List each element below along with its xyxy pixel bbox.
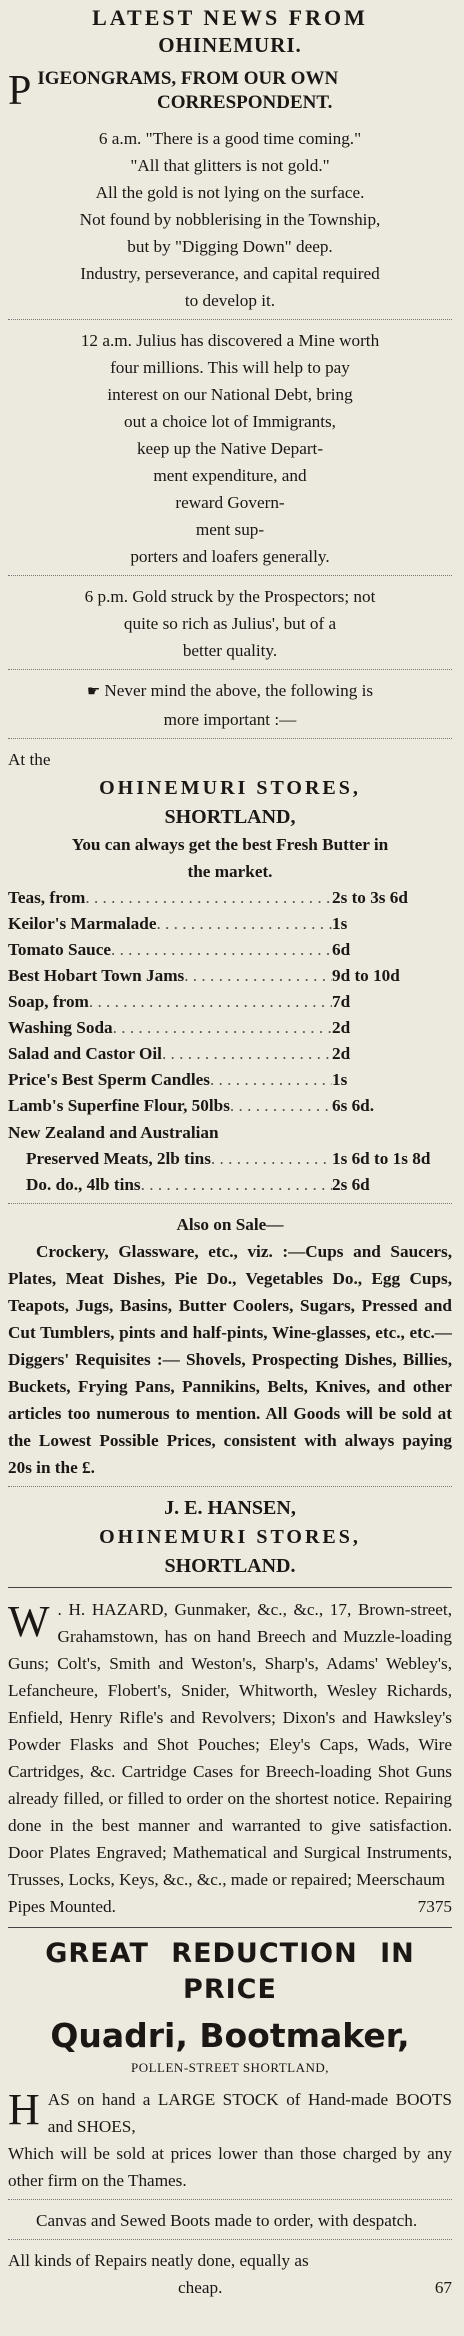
signoff-location: SHORTLAND. xyxy=(164,1555,296,1577)
price-row: Soap, from . . . 7d xyxy=(8,989,452,1015)
quadri-initial: H xyxy=(8,2085,40,2134)
bulletin-line: ment sup- xyxy=(195,520,265,539)
price-row: Salad and Castor Oil . . . 2d xyxy=(8,1041,452,1067)
quadri-address: POLLEN-STREET SHORTLAND, xyxy=(130,2060,330,2075)
bulletin-line: interest on our National Debt, bring xyxy=(107,385,353,404)
never-mind-line: ☛ Never mind the above, the following is xyxy=(8,677,452,706)
bulletin-line: out a choice lot of Immigrants, xyxy=(124,412,336,431)
pigeongrams-title-rest: IGEONGRAMS, FROM OUR OWN xyxy=(37,68,339,89)
hazard-advert xyxy=(8,1596,452,1920)
price-row: Tomato Sauce . . . 6d xyxy=(8,937,452,963)
price-row: Teas, from . . . 2s to 3s 6d xyxy=(8,885,452,911)
column-rule xyxy=(8,1587,452,1588)
hazard-initial: W xyxy=(8,1597,50,1646)
bulletin-line: porters and loafers generally. xyxy=(130,547,330,566)
at-the: At the xyxy=(8,750,51,769)
divider xyxy=(8,319,452,320)
sale-text: Crockery, Glassware, etc., viz. :—Cups and Saucers, Plates, Meat Dishes, Pie Do., Vegetables Do., Egg Cups, Teapots, Jugs, Basins, Butter Coolers, Sugars, Pressed and Cut Tumblers, pints and half-pints, Wine-glasses, etc., etc.—Diggers' Requisites :— Shovels, Prospecting Dishes, Billies, Buckets, Frying Pans, Pannikins, Belts, Knives, and other articles too numerous to mention. All Goods will be sold at the Lowest Possible Prices, consistent with always paying 20s in the £. xyxy=(8,1242,452,1477)
bulletin-line: reward Govern- xyxy=(175,493,285,512)
divider xyxy=(8,1486,452,1487)
divider xyxy=(8,575,452,576)
bulletin-line: 6 a.m. "There is a good time coming." xyxy=(98,129,362,148)
price-row: Lamb's Superfine Flour, 50lbs . . . 6s 6d. xyxy=(8,1093,452,1119)
signoff-name: J. E. HANSEN, xyxy=(164,1497,296,1519)
headline-ohinemuri: OHINEMURI. xyxy=(158,33,302,57)
bulletin-line: All the gold is not lying on the surface. xyxy=(95,183,365,202)
divider xyxy=(8,1203,452,1204)
column-rule xyxy=(8,1927,452,1928)
bulletin-12am xyxy=(8,327,452,570)
store-name: OHINEMURI STORES, xyxy=(99,777,361,799)
bulletin-line: 12 a.m. Julius has discovered a Mine worth xyxy=(80,331,380,350)
price-row: Price's Best Sperm Candles . . . 1s xyxy=(8,1067,452,1093)
bulletin-line: to develop it. xyxy=(184,291,276,310)
headline-latest-news: LATEST NEWS FROM xyxy=(92,5,368,30)
hazard-last-line: Pipes Mounted. xyxy=(8,1897,116,1916)
price-row: Do. do., 4lb tins . . . 2s 6d xyxy=(8,1172,452,1198)
bulletin-line: but by "Digging Down" deep. xyxy=(127,237,333,256)
bulletin-6am xyxy=(8,125,452,314)
bulletin-line: quite so rich as Julius', but of a xyxy=(123,614,337,633)
pigeongrams-subtitle: CORRESPONDENT. xyxy=(156,92,333,113)
hazard-last-row xyxy=(8,1893,452,1920)
pigeongrams-initial: P xyxy=(8,68,32,114)
quadri-name: Quadri, Bootmaker, xyxy=(50,2016,410,2055)
quadri-sold: Which will be sold at prices lower than those charged by any other firm on the Thames. xyxy=(8,2144,452,2190)
preserved-line: New Zealand and Australian xyxy=(8,1123,219,1142)
quadri-number: 67 xyxy=(434,2278,452,2297)
also-on-sale: Also on Sale— xyxy=(176,1215,284,1234)
quadri-stock: HAS on hand a LARGE STOCK of Hand-made BOOTS and SHOES, xyxy=(8,2085,452,2136)
quadri-last-row xyxy=(8,2274,452,2301)
never-mind-block xyxy=(8,677,452,733)
divider xyxy=(8,2199,452,2200)
price-row: Preserved Meats, 2lb tins . . . 1s 6d to 1s 8d xyxy=(8,1146,452,1172)
hazard-text: W . H. HAZARD, Gunmaker, &c., &c., 17, Brown-street, Grahamstown, has on hand Breech and Muzzle-loading Guns; Colt's, Smith and Weston's, Sharp's, Adams' Webley's, Lefancheure, Flobert's, Snider, Whitworth, Wesley Richards, Enfield, Henry Rifle's and Revolvers; Dixon's and Hawksley's Powder Flasks and Shot Pouches; Eley's Caps, Wads, Wire Cartridges, &c. Cartridge Cases for Breech-loading Shot Guns already filled, or filled to order on the shortest notice. Repairing done in the best manner and warranted to give satisfaction. Door Plates Engraved; Mathematical and Surgical Instruments, Trusses, Locks, Keys, &c., &c., made or repaired; Meerschaum xyxy=(8,1597,452,1889)
great-reduction-headline: GREAT REDUCTION IN PRICE xyxy=(45,1938,415,2005)
bulletin-line: "All that glitters is not gold." xyxy=(130,156,330,175)
bulletin-line: ment expenditure, and xyxy=(153,466,307,485)
price-list xyxy=(8,885,452,1198)
hazard-number: 7375 xyxy=(417,1897,452,1916)
price-row: Keilor's Marmalade . . . 1s xyxy=(8,911,452,937)
bulletin-line: better quality. xyxy=(182,641,278,660)
bulletin-6pm xyxy=(8,583,452,664)
bulletin-line: 6 p.m. Gold struck by the Prospectors; not xyxy=(84,587,376,606)
divider xyxy=(8,669,452,670)
divider xyxy=(8,2239,452,2240)
never-mind-line: more important :— xyxy=(163,710,297,729)
quadri-repairs: All kinds of Repairs neatly done, equally as xyxy=(8,2251,309,2270)
bulletin-line: keep up the Native Depart- xyxy=(136,439,324,458)
quadri-canvas: Canvas and Sewed Boots made to order, with despatch. xyxy=(36,2211,418,2230)
bulletin-line: four millions. This will help to pay xyxy=(110,358,350,377)
quadri-advert xyxy=(8,1936,452,2301)
quadri-cheap: cheap. xyxy=(178,2278,223,2297)
price-row: Washing Soda . . . 2d xyxy=(8,1015,452,1041)
divider xyxy=(8,738,452,739)
pointing-hand-icon: ☛ xyxy=(86,684,101,700)
bulletin-line: Not found by nobblerising in the Township, xyxy=(79,210,381,229)
bulletin-line: Industry, perseverance, and capital required xyxy=(80,264,380,283)
price-row: Best Hobart Town Jams . . . 9d to 10d xyxy=(8,963,452,989)
always-line: You can always get the best Fresh Butter in the market. xyxy=(71,835,389,881)
signoff-store: OHINEMURI STORES, xyxy=(99,1526,361,1548)
store-location: SHORTLAND, xyxy=(164,806,296,828)
